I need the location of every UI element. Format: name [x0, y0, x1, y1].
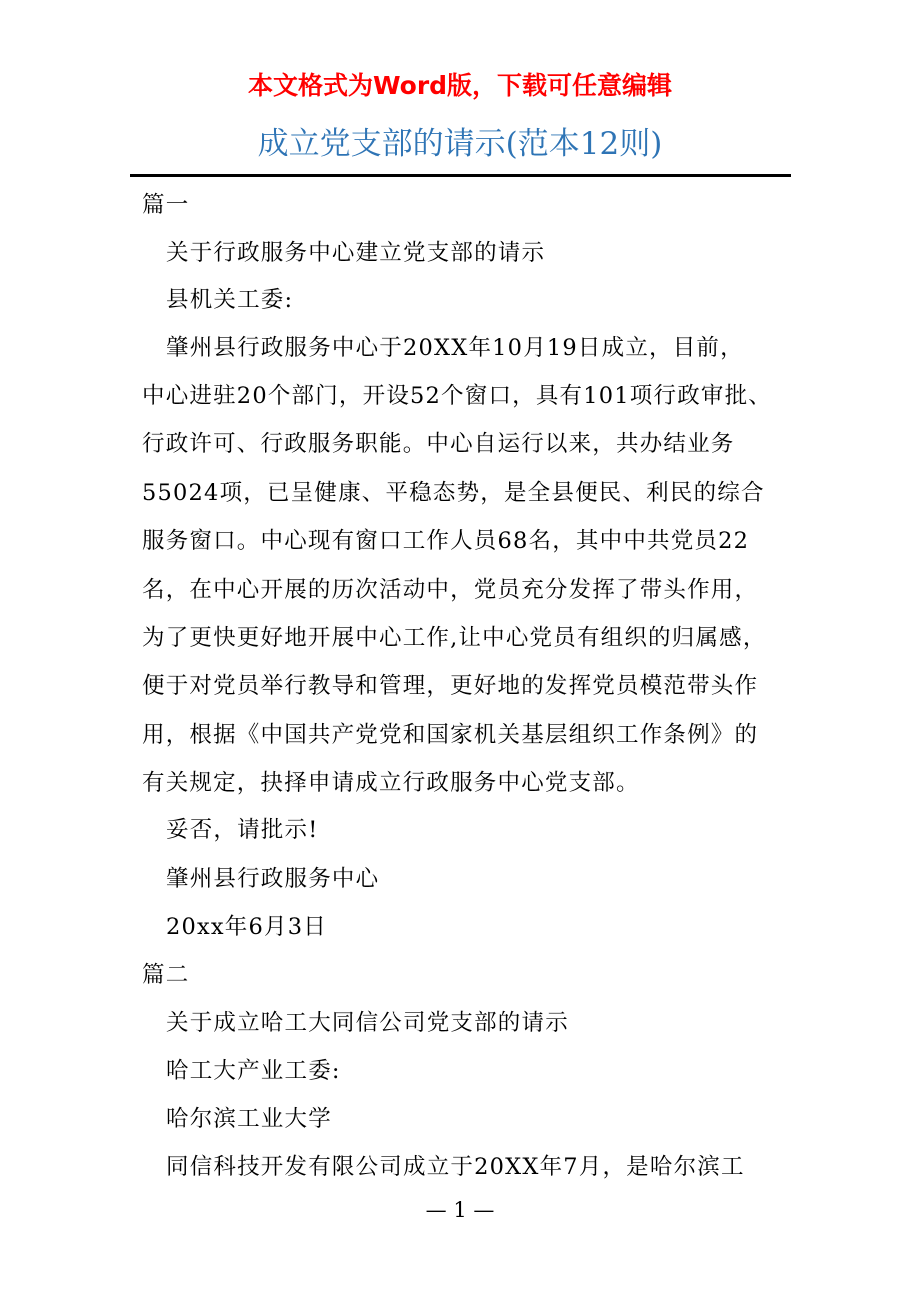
paragraph-line: 服务窗口。中心现有窗口工作人员68名，其中中共党员22 [142, 528, 750, 554]
title-divider [130, 174, 791, 177]
addressee: 县机关工委: [166, 287, 294, 313]
page-number: — 1 — [425, 1198, 495, 1222]
request-title: 关于成立哈工大同信公司党支部的请示 [166, 1010, 569, 1036]
paragraph-line: 哈尔滨工业大学 [166, 1106, 332, 1132]
paragraph-line: 中心进驻20个部门，开设52个窗口，具有101项行政审批、 [142, 383, 773, 409]
paragraph-line: 有关规定，抉择申请成立行政服务中心党支部。 [142, 770, 640, 796]
signature-org: 肇州县行政服务中心 [166, 866, 380, 892]
paragraph-line: 同信科技开发有限公司成立于20XX年7月，是哈尔滨工 [166, 1154, 745, 1180]
paragraph-line: 名，在中心开展的历次活动中，党员充分发挥了带头作用， [142, 577, 759, 603]
editable-notice-banner: 本文格式为Word版，下载可任意编辑 [247, 71, 673, 100]
paragraph-line: 肇州县行政服务中心于20XX年10月19日成立，目前， [166, 335, 744, 361]
paragraph-line: 行政许可、行政服务职能。中心自运行以来，共办结业务 [142, 431, 735, 457]
paragraph-line: 为了更快更好地开展中心工作,让中心党员有组织的归属感， [142, 625, 767, 651]
section-heading: 篇二 [142, 962, 190, 988]
paragraph-line: 便于对党员举行教导和管理，更好地的发挥党员模范带头作 [142, 673, 759, 699]
paragraph-line: 55024项，已呈健康、平稳态势，是全县便民、利民的综合 [142, 480, 765, 506]
request-title: 关于行政服务中心建立党支部的请示 [166, 240, 546, 266]
signature-date: 20xx年6月3日 [166, 914, 327, 940]
section-heading: 篇一 [142, 192, 190, 218]
document-title: 成立党支部的请示(范本12则) [257, 126, 663, 162]
closing-line: 妥否，请批示! [166, 817, 319, 843]
paragraph-line: 用，根据《中国共产党党和国家机关基层组织工作条例》的 [142, 722, 759, 748]
addressee: 哈工大产业工委: [166, 1058, 341, 1084]
